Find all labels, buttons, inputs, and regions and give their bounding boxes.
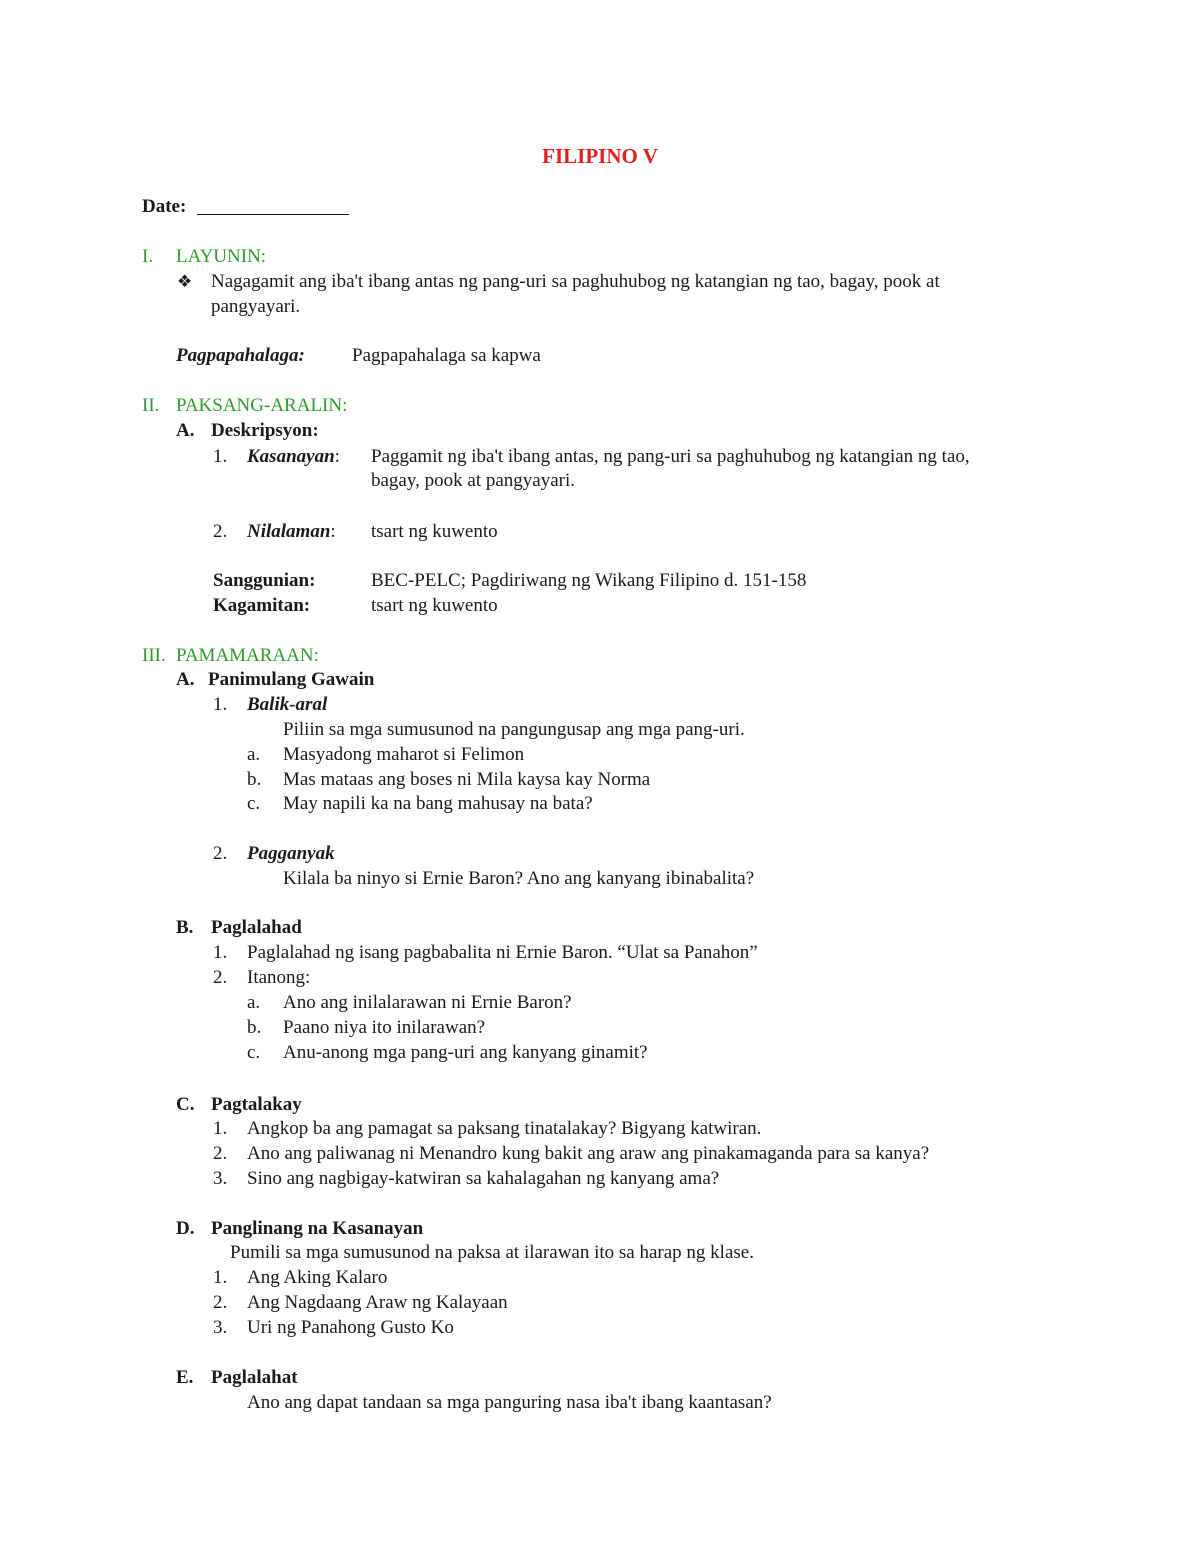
item-number: 2. bbox=[213, 521, 228, 542]
panglinang-instruction: Pumili sa mga sumusunod na paksa at ilarawan ito sa harap ng klase. bbox=[230, 1242, 754, 1263]
subsection-title: Paglalahad bbox=[211, 917, 302, 938]
list-item-text: Itanong: bbox=[247, 967, 311, 988]
kasanayan-label: Kasanayan: bbox=[247, 446, 340, 467]
section-3-numeral: III. bbox=[142, 645, 166, 666]
nilalaman-label: Nilalaman: bbox=[247, 521, 336, 542]
balik-aral-title: Balik-aral bbox=[247, 694, 328, 715]
item-number: 1. bbox=[213, 694, 228, 715]
section-2-heading: PAKSANG-ARALIN: bbox=[176, 395, 348, 416]
choice-text: Ano ang inilalarawan ni Ernie Baron? bbox=[283, 992, 572, 1013]
date-label: Date: bbox=[142, 196, 187, 217]
section-2-numeral: II. bbox=[142, 395, 160, 416]
item-number: 1. bbox=[213, 942, 228, 963]
choice-text: May napili ka na bang mahusay na bata? bbox=[283, 793, 593, 814]
list-item-text: Ang Aking Kalaro bbox=[247, 1267, 388, 1288]
item-number: 1. bbox=[213, 1118, 228, 1139]
list-item-text: Sino ang nagbigay-katwiran sa kahalagahan ng kanyang ama? bbox=[247, 1168, 720, 1189]
subsection-title: Deskripsyon: bbox=[211, 420, 319, 441]
item-number: 2. bbox=[213, 1143, 228, 1164]
choice-letter: a. bbox=[247, 992, 261, 1013]
list-item-text: Angkop ba ang pamagat sa paksang tinatalakay? Bigyang katwiran. bbox=[247, 1118, 762, 1139]
value-label: Pagpapahalaga: bbox=[176, 345, 305, 366]
item-number: 3. bbox=[213, 1168, 228, 1189]
kagamitan-label: Kagamitan: bbox=[213, 595, 311, 616]
objective-text-line-2: pangyayari. bbox=[211, 296, 301, 317]
choice-letter: b. bbox=[247, 769, 262, 790]
subsection-letter: B. bbox=[176, 917, 194, 938]
subsection-title: Pagtalakay bbox=[211, 1094, 302, 1115]
sanggunian-label: Sanggunian: bbox=[213, 570, 316, 591]
item-number: 3. bbox=[213, 1317, 228, 1338]
diamond-bullet-icon: ❖ bbox=[177, 272, 193, 291]
value-text: Pagpapahalaga sa kapwa bbox=[352, 345, 541, 366]
subsection-title: Paglalahat bbox=[211, 1367, 298, 1388]
item-number: 1. bbox=[213, 1267, 228, 1288]
sanggunian-text: BEC-PELC; Pagdiriwang ng Wikang Filipino d. 151-158 bbox=[371, 570, 807, 591]
kagamitan-text: tsart ng kuwento bbox=[371, 595, 498, 616]
kasanayan-text-line-2: bagay, pook at pangyayari. bbox=[371, 470, 575, 491]
choice-text: Masyadong maharot si Felimon bbox=[283, 744, 525, 765]
nilalaman-text: tsart ng kuwento bbox=[371, 521, 498, 542]
list-item-text: Ano ang paliwanag ni Menandro kung bakit ang araw ang pinakamaganda para sa kanya? bbox=[247, 1143, 930, 1164]
list-item-text: Ang Nagdaang Araw ng Kalayaan bbox=[247, 1292, 508, 1313]
list-item-text: Uri ng Panahong Gusto Ko bbox=[247, 1317, 454, 1338]
paglalahat-text: Ano ang dapat tandaan sa mga panguring nasa iba't ibang kaantasan? bbox=[247, 1392, 772, 1413]
choice-text: Paano niya ito inilarawan? bbox=[283, 1017, 486, 1038]
item-number: 2. bbox=[213, 967, 228, 988]
document-title: FILIPINO V bbox=[542, 144, 658, 168]
subsection-letter: A. bbox=[176, 669, 195, 690]
choice-letter: c. bbox=[247, 1042, 261, 1063]
choice-letter: c. bbox=[247, 793, 261, 814]
choice-letter: a. bbox=[247, 744, 261, 765]
subsection-letter: A. bbox=[176, 420, 195, 441]
list-item-text: Paglalahad ng isang pagbabalita ni Ernie Baron. “Ulat sa Panahon” bbox=[247, 942, 758, 963]
section-3-heading: PAMAMARAAN: bbox=[176, 645, 319, 666]
pagganyak-title: Pagganyak bbox=[247, 843, 335, 864]
section-1-numeral: I. bbox=[142, 246, 154, 267]
item-number: 1. bbox=[213, 446, 228, 467]
subsection-title: Panglinang na Kasanayan bbox=[211, 1218, 424, 1239]
objective-text-line-1: Nagagamit ang iba't ibang antas ng pang-uri sa paghuhubog ng katangian ng tao, bagay, pook at bbox=[211, 271, 940, 292]
choice-text: Anu-anong mga pang-uri ang kanyang ginamit? bbox=[283, 1042, 648, 1063]
date-blank-line bbox=[197, 214, 349, 215]
item-number: 2. bbox=[213, 1292, 228, 1313]
item-number: 2. bbox=[213, 843, 228, 864]
kasanayan-text-line-1: Paggamit ng iba't ibang antas, ng pang-uri sa paghuhubog ng katangian ng tao, bbox=[371, 446, 970, 467]
subsection-title: Panimulang Gawain bbox=[208, 669, 375, 690]
choice-letter: b. bbox=[247, 1017, 262, 1038]
section-1-heading: LAYUNIN: bbox=[176, 246, 267, 267]
choice-text: Mas mataas ang boses ni Mila kaysa kay Norma bbox=[283, 769, 651, 790]
subsection-letter: D. bbox=[176, 1218, 195, 1239]
subsection-letter: E. bbox=[176, 1367, 194, 1388]
subsection-letter: C. bbox=[176, 1094, 195, 1115]
pagganyak-text: Kilala ba ninyo si Ernie Baron? Ano ang kanyang ibinabalita? bbox=[283, 868, 755, 889]
balik-aral-instruction: Piliin sa mga sumusunod na pangungusap ang mga pang-uri. bbox=[283, 719, 745, 740]
